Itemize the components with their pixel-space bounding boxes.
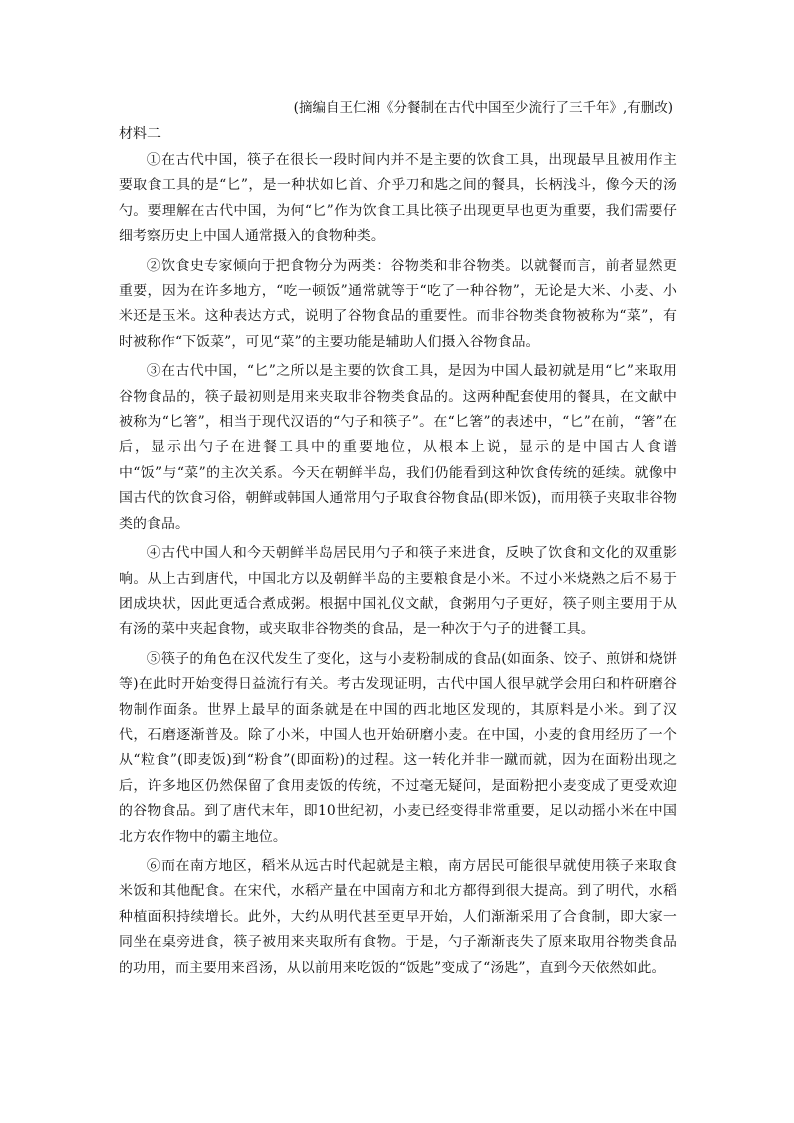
source-citation: (摘编自王仁湘《分餐制在古代中国至少流行了三千年》,有删改)	[293, 100, 673, 116]
article-body	[119, 148, 677, 985]
material-heading: 材料二	[119, 126, 161, 142]
paragraph-6: ⑥而在南方地区，稻米从远古时代起就是主粮，南方居民可能很早就使用筷子来取食米饭和其他配食。在宋代，水稻产量在中国南方和北方都得到很大提高。到了明代，水稻种植面积持续增长。此外，大约从明代甚至更早开始，人们渐渐采用了合食制，即大家一同坐在桌旁进食，筷子被用来夹取所有食物。于是，勺子渐渐丧失了原来取用谷物类食品的功用，而主要用来舀汤，从以前用来吃饭的“饭匙”变成了“汤匙”，直到今天依然如此。	[119, 857, 677, 976]
paragraph-3: ③在古代中国，“匕”之所以是主要的饮食工具，是因为中国人最初就是用“匕”来取用谷物食品的，筷子最初则是用来夹取非谷物类食品的。这两种配套使用的餐具，在文献中被称为“匕箸”，相当于现代汉语的“勺子和筷子”。在“匕箸”的表述中，“匕”在前，“箸”在后，显示出勺子在进餐工具中的重要地位，从根本上说，显示的是中国古人食谱中“饭”与“菜”的主次关系。今天在朝鲜半岛，我们仍能看到这种饮食传统的延续。就像中国古代的饮食习俗，朝鲜或韩国人通常用勺子取食谷物食品(即米饭)，而用筷子夹取非谷物类的食品。	[119, 363, 677, 532]
paragraph-1: ①在古代中国，筷子在很长一段时间内并不是主要的饮食工具，出现最早且被用作主要取食工具的是“匕”，是一种状如匕首、介乎刀和匙之间的餐具，长柄浅斗，像今天的汤勺。要理解在古代中国，为何“匕”作为饮食工具比筷子出现更早也更为重要，我们需要仔细考察历史上中国人通常摄入的食物种类。	[119, 152, 677, 245]
paragraph-4: ④古代中国人和今天朝鲜半岛居民用勺子和筷子来进食，反映了饮食和文化的双重影响。从上古到唐代，中国北方以及朝鲜半岛的主要粮食是小米。不过小米烧熟之后不易于团成块状，因此更适合煮成粥。根据中国礼仪文献，食粥用勺子更好，筷子则主要用于从有汤的菜中夹起食物，或夹取非谷物类的食品，是一种次于勺子的进餐工具。	[119, 545, 677, 638]
paragraph-2: ②饮食史专家倾向于把食物分为两类：谷物类和非谷物类。以就餐而言，前者显然更重要，因为在许多地方，“吃一顿饭”通常就等于“吃了一种谷物”，无论是大米、小麦、小米还是玉米。这种表达方式，说明了谷物食品的重要性。而非谷物类食物被称为“菜”，有时被称作“下饭菜”，可见“菜”的主要功能是辅助人们摄入谷物食品。	[119, 257, 677, 350]
paragraph-5: ⑤筷子的角色在汉代发生了变化，这与小麦粉制成的食品(如面条、饺子、煎饼和烧饼等)在此时开始变得日益流行有关。考古发现证明，古代中国人很早就学会用臼和杵研磨谷物制作面条。世界上最早的面条就是在中国的西北地区发现的，其原料是小米。到了汉代，石磨逐渐普及。除了小米，中国人也开始研磨小麦。在中国，小麦的食用经历了一个从“粒食”(即麦饭)到“粉食”(即面粉)的过程。这一转化并非一蹴而就，因为在面粉出现之后，许多地区仍然保留了食用麦饭的传统，不过毫无疑问，是面粉把小麦变成了更受欢迎的谷物食品。到了唐代末年，即10世纪初，小麦已经变得非常重要，足以动摇小米在中国北方农作物中的霸主地位。	[119, 650, 677, 845]
